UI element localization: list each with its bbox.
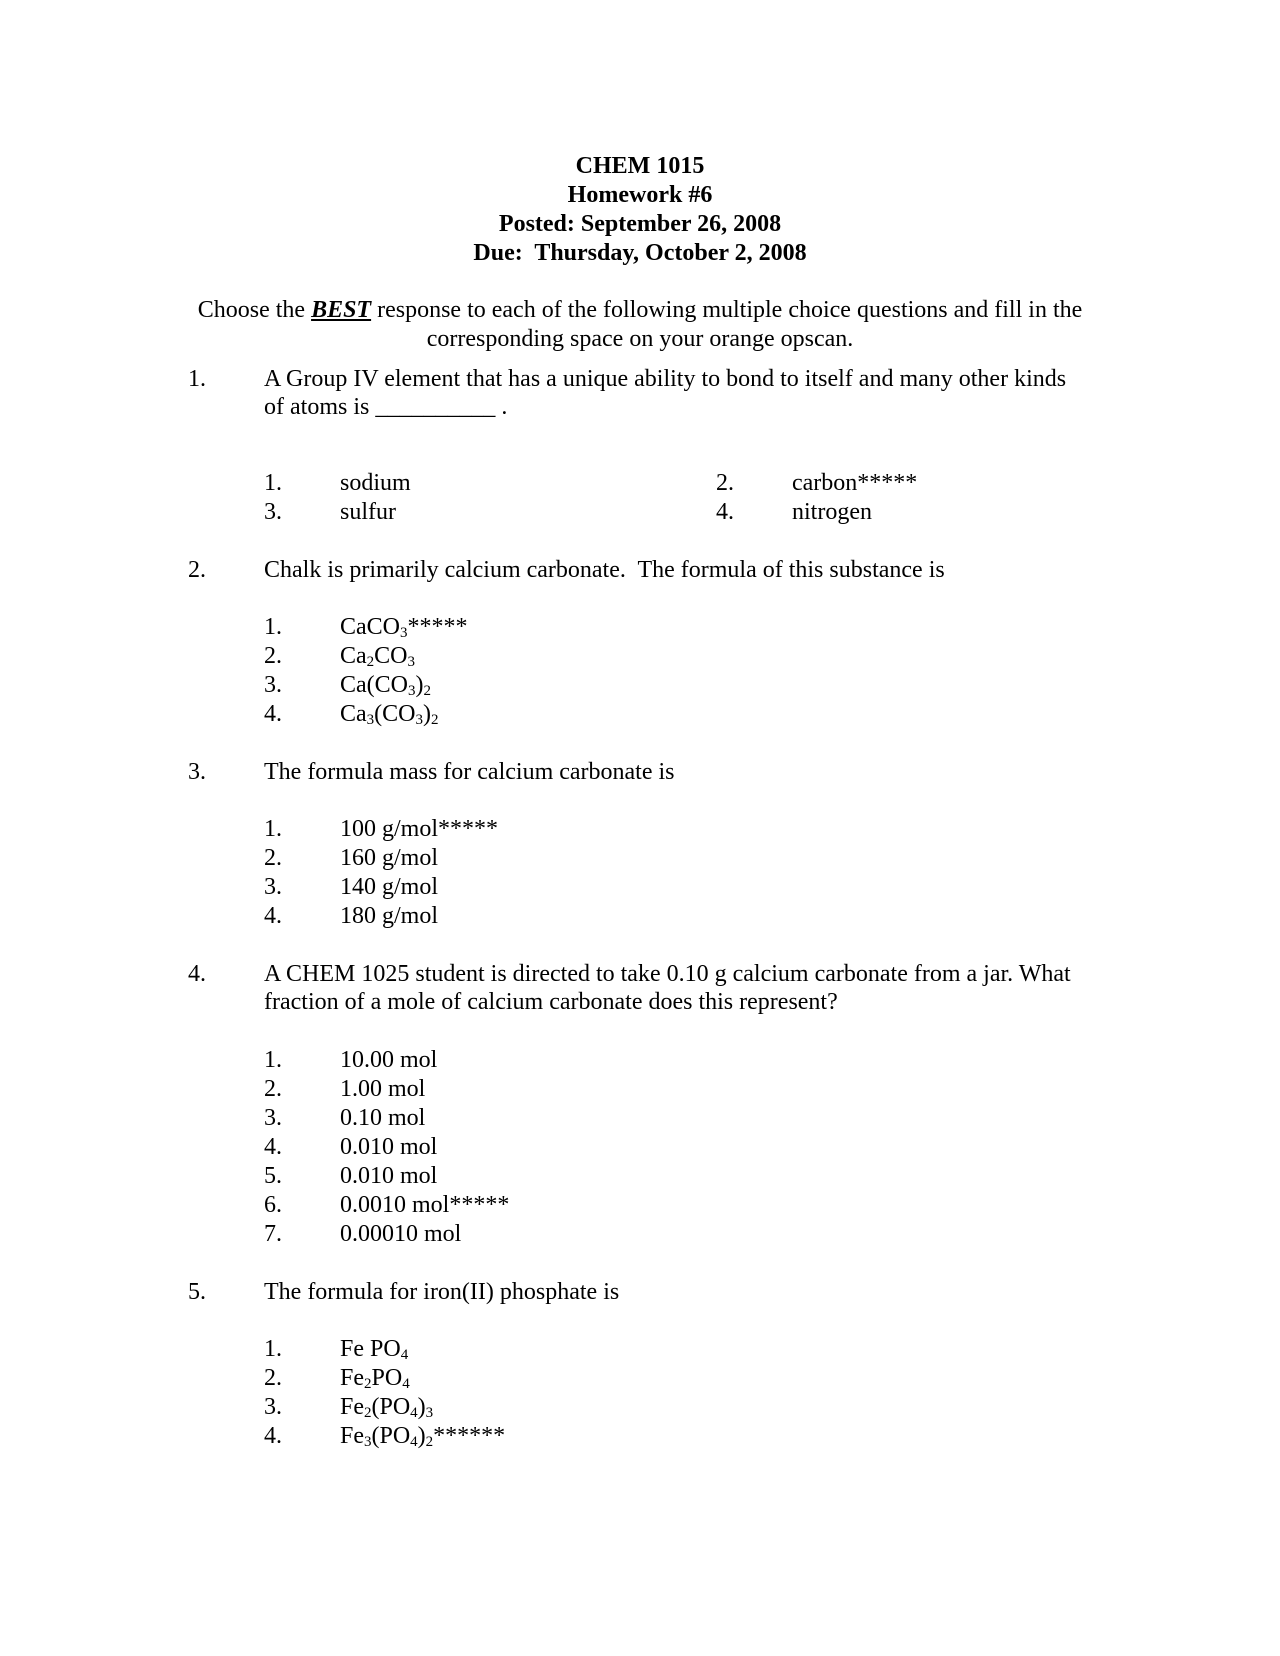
formula-subscript: 2: [364, 1376, 372, 1392]
formula-subscript: 3: [400, 625, 408, 641]
question-5-options: [264, 1335, 1064, 1451]
option-formula: [340, 671, 431, 700]
formula-subscript: 4: [402, 1376, 410, 1392]
option-number: 1.: [264, 614, 282, 640]
option: [264, 1104, 1064, 1133]
option: [264, 1191, 1064, 1220]
formula-text: Ca: [340, 701, 367, 727]
formula-subscript: 3: [407, 654, 416, 670]
option: [264, 1046, 1064, 1075]
posted-date: Posted: September 26, 2008: [498, 211, 782, 237]
formula-subscript: 4: [400, 1347, 409, 1363]
formula-subscript: 4: [410, 1434, 418, 1450]
option-text: 0.10 mol: [340, 1105, 426, 1131]
question-text: The formula for iron(II) phosphate is: [264, 1279, 620, 1305]
formula-subscript: 3: [425, 1405, 434, 1421]
formula-text: (PO: [371, 1394, 411, 1420]
option-row: [264, 469, 964, 498]
formula-text: Fe: [340, 1394, 364, 1420]
option: [264, 1364, 1064, 1393]
option: [264, 700, 1064, 729]
option: [264, 1335, 1064, 1364]
option-number: 1.: [264, 816, 282, 842]
option-number: 4.: [264, 903, 282, 929]
option-number: 1.: [264, 1336, 282, 1362]
course-title: CHEM 1015: [575, 153, 705, 179]
option-text: 10.00 mol: [340, 1047, 438, 1073]
option-number: 6.: [264, 1192, 282, 1218]
option-number: 5.: [264, 1163, 282, 1189]
question-4-options: [264, 1046, 1064, 1249]
formula-text: (PO: [371, 1423, 411, 1449]
option-number: 2.: [264, 1365, 282, 1391]
option-number: 1.: [264, 470, 282, 496]
option-text: sodium: [340, 470, 411, 496]
option: [264, 1075, 1064, 1104]
option: [264, 873, 1064, 902]
option-number: 7.: [264, 1221, 282, 1247]
formula-text: ): [415, 672, 424, 698]
option-formula: [340, 1422, 505, 1451]
option-formula: [340, 1364, 410, 1393]
formula-subscript: 3: [408, 683, 416, 699]
option: [264, 1422, 1064, 1451]
formula-subscript: 2: [423, 683, 431, 699]
formula-subscript: 2: [366, 654, 375, 670]
option-number: 3.: [264, 1105, 282, 1131]
question-number: 4.: [188, 961, 206, 987]
instructions-suffix: response to each of the following multiple choice questions and fill in the corresponding space on your orange opscan.: [371, 297, 1083, 352]
option-number: 4.: [264, 1134, 282, 1160]
option-number: 3.: [264, 1394, 282, 1420]
option: [264, 642, 1064, 671]
question-text: A Group IV element that has a unique ability to bond to itself and many other kinds of atoms is __________ .: [264, 366, 1067, 420]
formula-subscript: 3: [364, 1434, 372, 1450]
option-number: 3.: [264, 672, 282, 698]
option-number: 2.: [716, 470, 734, 496]
due-date: Due: Thursday, October 2, 2008: [473, 240, 807, 266]
option-text: sulfur: [340, 499, 396, 525]
question-3-options: [264, 815, 1064, 931]
formula-text: Ca(CO: [340, 672, 408, 698]
option-number: 2.: [264, 845, 282, 871]
question-number: 3.: [188, 759, 206, 785]
option: [264, 1220, 1064, 1249]
formula-text: ): [417, 1394, 426, 1420]
option-number: 3.: [264, 874, 282, 900]
formula-subscript: 2: [425, 1434, 434, 1450]
instructions: [170, 296, 1110, 354]
option-formula: [340, 1335, 408, 1364]
question-2-options: [264, 613, 1064, 729]
option-text: 140 g/mol: [340, 874, 439, 900]
option-number: 1.: [264, 1047, 282, 1073]
option-text: 0.010 mol: [340, 1163, 438, 1189]
option-text: 0.0010 mol*****: [340, 1192, 510, 1218]
option-number: 3.: [264, 499, 282, 525]
option-row: [264, 498, 964, 527]
option: [264, 1393, 1064, 1422]
option-number: 4.: [716, 499, 734, 525]
formula-text: (CO: [374, 701, 416, 727]
option-number: 2.: [264, 1076, 282, 1102]
formula-text: ): [417, 1423, 426, 1449]
formula-text: PO: [371, 1365, 403, 1391]
option: [264, 902, 1064, 931]
formula-text: Fe: [340, 1423, 364, 1449]
question-number: 1.: [188, 366, 206, 392]
option: [264, 844, 1064, 873]
option-number: 4.: [264, 1423, 282, 1449]
formula-text: Fe PO: [340, 1336, 401, 1362]
option-text: 160 g/mol: [340, 845, 439, 871]
formula-text: Fe: [340, 1365, 364, 1391]
formula-subscript: 3: [415, 712, 424, 728]
option: [264, 671, 1064, 700]
option-text: 100 g/mol*****: [340, 816, 499, 842]
question-number: 2.: [188, 557, 206, 583]
formula-text: CO: [366, 614, 401, 640]
formula-text: CO: [374, 643, 408, 669]
option: [264, 815, 1064, 844]
question-number: 5.: [188, 1279, 206, 1305]
option-text: 0.00010 mol: [340, 1221, 462, 1247]
formula-text: Ca: [340, 643, 367, 669]
question-text: Chalk is primarily calcium carbonate. The formula of this substance is: [264, 557, 945, 583]
question-text: The formula mass for calcium carbonate is: [264, 759, 675, 785]
option: [264, 613, 1064, 642]
option: [264, 1162, 1064, 1191]
instructions-emphasis: BEST: [311, 297, 372, 323]
option-formula: [340, 1393, 433, 1422]
question-1-options: [264, 469, 964, 527]
option-text: 180 g/mol: [340, 903, 439, 929]
formula-text: Ca: [340, 614, 367, 640]
option-text: carbon*****: [792, 470, 918, 496]
option-formula: [340, 642, 415, 671]
formula-subscript: 2: [431, 712, 439, 728]
option-number: 4.: [264, 701, 282, 727]
option-formula: [340, 613, 468, 642]
formula-text: ******: [433, 1423, 506, 1449]
formula-text: ): [423, 701, 432, 727]
formula-text: *****: [407, 614, 468, 640]
formula-subscript: 3: [366, 712, 375, 728]
document-header: [0, 152, 1280, 268]
option: [264, 1133, 1064, 1162]
homework-title: Homework #6: [567, 182, 713, 208]
instructions-prefix: Choose the: [197, 297, 312, 323]
option-text: nitrogen: [792, 499, 872, 525]
formula-subscript: 4: [410, 1405, 418, 1421]
question-text: A CHEM 1025 student is directed to take 0.10 g calcium carbonate from a jar. What fraction of a mole of calcium carbonate does this represent?: [264, 961, 1071, 1015]
option-number: 2.: [264, 643, 282, 669]
option-text: 1.00 mol: [340, 1076, 426, 1102]
formula-subscript: 2: [364, 1405, 372, 1421]
option-formula: [340, 700, 439, 729]
option-text: 0.010 mol: [340, 1134, 438, 1160]
